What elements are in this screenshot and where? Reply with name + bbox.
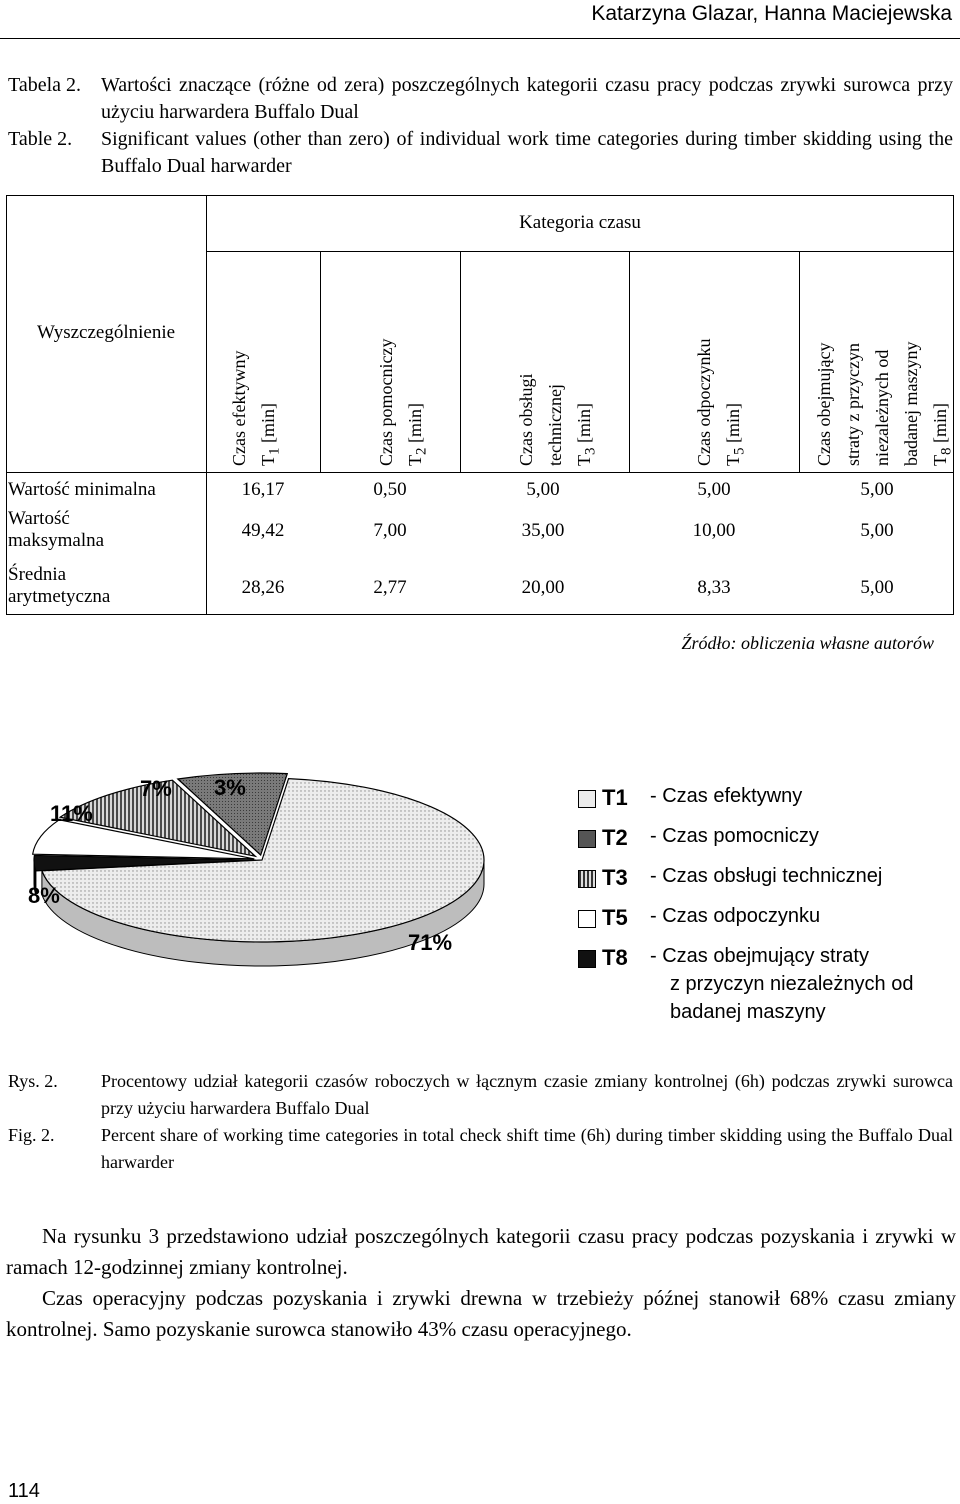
figure-caption-en-label: Fig. 2. (8, 1125, 55, 1145)
table-cell: 7,00 (373, 520, 407, 541)
table-cell: 0,50 (373, 479, 407, 500)
page-number: 114 (8, 1480, 40, 1502)
data-label-t2: 8% (28, 883, 60, 908)
legend-label-t1: - Czas efektywny (650, 785, 803, 807)
table-caption-en-text: Significant values (other than zero) of individual work time categories during timber skidding using the Buffalo Dual harwarder (101, 128, 953, 177)
legend-label-t3: - Czas obsługi technicznej (650, 865, 883, 887)
running-header: Katarzyna Glazar, Hanna Maciejewska (591, 2, 952, 25)
table-cell: 5,00 (526, 479, 560, 500)
table-cell: 10,00 (692, 520, 736, 541)
body-paragraph-1: Na rysunku 3 przedstawiono udział poszczególnych kategorii czasu pracy podczas pozyskania i zrywki w ramach 12-godzinnej zmiany kontrolnej. (6, 1224, 956, 1279)
table-cell: 16,17 (241, 479, 285, 500)
data-label-t1: 71% (408, 930, 453, 955)
table-caption-en-label: Table 2. (8, 128, 73, 150)
legend-label-t2: - Czas pomocniczy (650, 825, 819, 847)
table-group-header: Kategoria czasu (519, 212, 641, 233)
legend-label-t8-cont: z przyczyn niezależnych od (670, 973, 914, 995)
legend-label-t8: - Czas obejmujący straty (650, 945, 869, 967)
legend-swatch-t8 (578, 950, 596, 968)
table-cell: 8,33 (697, 577, 731, 598)
data-label-t8: 3% (214, 775, 246, 800)
data-label-t5: 7% (140, 776, 172, 801)
table-caption-pl-text: Wartości znaczące (różne od zera) poszczególnych kategorii czasu pracy podczas zrywki surowca przy użyciu harwardera Buffalo Dual (101, 74, 953, 123)
table-row-header: Wyszczególnienie (36, 322, 176, 343)
column-header-label: Czas efektywny (229, 350, 249, 466)
pie-chart (0, 750, 560, 1030)
table-cell: 5,00 (860, 520, 894, 541)
table-cell: 2,77 (373, 577, 407, 598)
body-paragraph-2: Czas operacyjny podczas pozyskania i zrywki drewna w trzebieży późnej stanowił 68% czasu zmiany kontrolnej. Samo pozyskanie surowca stanowiło 43% czasu operacyjnego. (6, 1286, 956, 1341)
chart-legend (570, 780, 950, 1040)
legend-swatch-t2 (578, 830, 596, 848)
table-cell: 35,00 (521, 520, 565, 541)
table-cell: 5,00 (697, 479, 731, 500)
table-cell: 5,00 (860, 577, 894, 598)
legend-swatch-t3 (578, 870, 596, 888)
table-row-label: Wartość minimalna (8, 479, 156, 500)
figure-caption-en-text: Percent share of working time categories in total check shift time (6h) during timber skidding using the Buffalo Dual harwarder (101, 1125, 953, 1172)
legend-code-t5: T5 (602, 905, 628, 930)
legend-code-t1: T1 (602, 785, 628, 810)
table-row-label: Wartość maksymalna (8, 508, 105, 551)
table-cell: 20,00 (521, 577, 565, 598)
legend-code-t2: T2 (602, 825, 628, 850)
table-row-label: Średnia arytmetyczna (8, 564, 111, 607)
legend-label-t8-cont2: badanej maszyny (670, 1001, 826, 1023)
legend-swatch-t1 (578, 790, 596, 808)
column-header-label: Czas odpoczynku (694, 338, 714, 466)
legend-code-t8: T8 (602, 945, 628, 970)
legend-swatch-t5 (578, 910, 596, 928)
data-label-t3: 11% (50, 801, 93, 826)
column-header-label: Czas pomocniczy (376, 338, 396, 466)
figure-caption-pl-label: Rys. 2. (8, 1071, 58, 1091)
data-table: Kategoria czasu Wyszczególnienie Czas efektywny $T_1$ [min] Czas pomocniczy $T_2$ [min] Czas obsługi technicznej $T_3$ [min] Czas odpoczynku $T_5$ [min] Czas obejmujący straty z przyczyn niezależnych od badanej maszyny $T_8$ [min] Wartość minimalna 16,17 0,50 5,00 5,00 5,00 Wartość maksymalna 49,42 7,00 35,00 10,00 5,00 Średnia arytmetyczna 28,26 2,77 20,00 8,33 5,00 (0, 0, 960, 620)
table-cell: 28,26 (241, 577, 285, 598)
source-note: Źródło: obliczenia własne autorów (681, 633, 934, 653)
table-caption-pl-label: Tabela 2. (8, 74, 82, 96)
figure-caption-pl-text: Procentowy udział kategorii czasów roboczych w łącznym czasie zmiany kontrolnej (6h) podczas zrywki surowca przy użyciu harwardera Buffalo Dual (101, 1071, 953, 1118)
table-cell: 49,42 (241, 520, 285, 541)
legend-label-t5: - Czas odpoczynku (650, 905, 821, 927)
legend-code-t3: T3 (602, 865, 628, 890)
table-cell: 5,00 (860, 479, 894, 500)
